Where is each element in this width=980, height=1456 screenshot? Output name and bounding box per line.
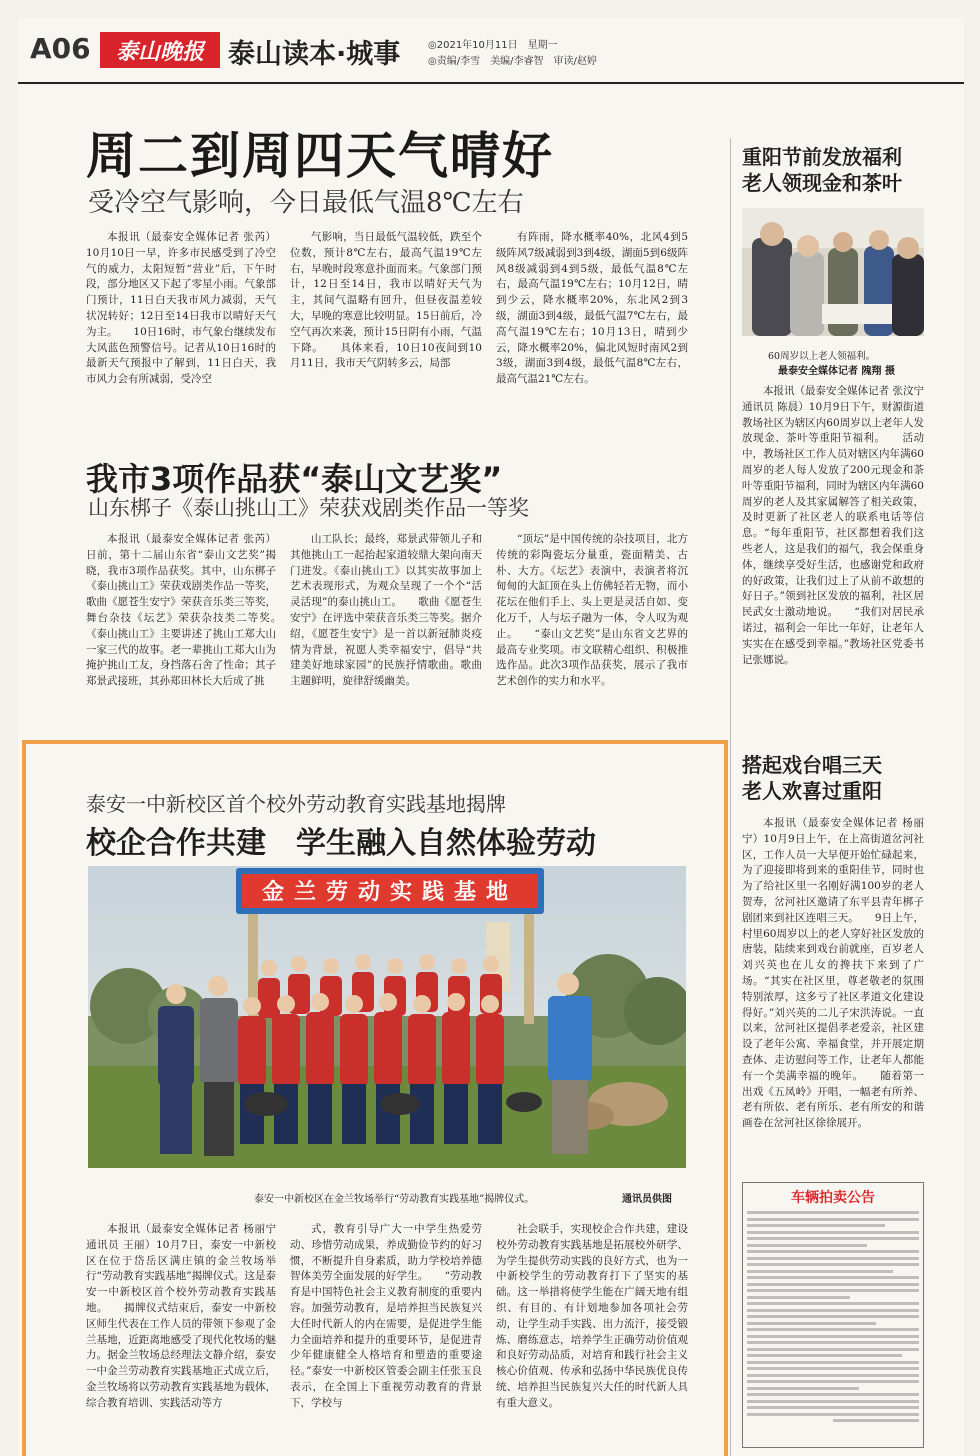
welfare-photo-illustration xyxy=(742,208,924,336)
labor-column-3: 社会联手，实现校企合作共建，建设校外劳动教育实践基地是拓展校外研学、为学生提供劳动实践的良好方式，也为一中新校学生的劳动教育打下了坚实的基础。这一举措将使学生能在广阔天地有组织、有目的、有计划地参加各项社会劳动，让学生动手实践、出力流汗，接受锻炼、磨练意志，培养学生正确劳动价值观和良好劳动品质，对培育和践行社会主义核心价值观、传承和弘扬中华民族优良传统、培养担当民族复兴大任的时代新人具有重大意义。 xyxy=(496,1223,688,1409)
auction-notice-title: 车辆拍卖公告 xyxy=(791,1190,875,1206)
sidebar2-title-line2: 老人欢喜过重阳 xyxy=(742,779,882,803)
sidebar1-credit: 最泰安全媒体记者 隗翔 摄 xyxy=(778,366,895,377)
award-column-2: 山工队长；最终，郑景武带领儿子和其他挑山工一起抬起家道较鼎大架向南天门进发。《泰山挑山工》以其实故事加上艺术表现形式，为观众呈现了一个个“活灵活现”的泰山挑山工。 歌曲《愿苍生安宁》在评选中荣获音乐类三等奖。据介绍，《愿苍生安宁》是一首以新冠肺炎疫情为背景，祝愿人类幸福安宁，倡导“共建美好地球家园”的民族抒情歌曲。歌曲主题鲜明，旋律舒缓幽美。 xyxy=(290,533,482,688)
masthead xyxy=(18,18,964,84)
labor-column-1: 本报讯（最泰安全媒体记者 杨丽宁 通讯员 王丽）10月7日，泰安一中新校区在位于岱岳区满庄镇的金兰牧场举行“劳动教育实践基地”揭牌仪式。这是泰安一中新校区首个校外劳动教育实践基地。 揭牌仪式结束后，泰安一中新校区师生代表在工作人员的带领下参观了金兰基地，近距离地感受了现代化牧场的魅力。据金兰牧场总经理法文静介绍，泰安一中金兰劳动教育实践基地正式成立后，金兰牧场将以劳动教育实践基地为载体，综合教育培训、实践活动等方 xyxy=(86,1223,276,1409)
weather-column-1: 本报讯（最泰安全媒体记者 张芮）10月10日一早，许多市民感受到了冷空气的威力，太阳短暂“营业”后，下午时段，部分地区又下起了零星小雨。气象部门预计，11日白天我市风力减弱，天气状况转好；12日至14日我市以晴好天气为主。 10日16时，市气象台继续发布大风蓝色预警信号。记者从10日16时的最新天气预报中了解到，11日白天，我市风力会有所减弱，受冷空 xyxy=(86,231,276,386)
auction-notice xyxy=(742,1182,924,1448)
auction-notice-fineprint xyxy=(747,1211,919,1422)
sidebar1-headline xyxy=(742,144,902,196)
newspaper-logo: 泰山晚报 xyxy=(100,32,220,68)
sidebar1-photo xyxy=(742,208,924,336)
award-subheadline: 山东梆子《泰山挑山工》荣获戏剧类作品一等奖 xyxy=(88,496,529,520)
sidebar1-body: 本报讯（最泰安全媒体记者 张汶宁 通讯员 陈晨）10月9日下午，财源街道教场社区为辖区内60周岁以上老年人发放现金、茶叶等重阳节福利。 活动中，教场社区工作人员对辖区内年满60周岁的老人每人发放了200元现金和茶叶等重阳节福利，同时为辖区内年满60周岁的老人及其家属解答了相关政策，及时更新了社区老人的联系电话等信息。“每年重阳节，社区都想着我们这些老人，这是我们的福气，我会保重身体，继续享受好生活，也感谢党和政府的好政策，让我们过上了从前不敢想的好日子。”领到社区发放的福利，社区居民武女士激动地说。 “我们对居民承诺过，福利会一年比一年好，让老年人实实在在感受到幸福。”教场社区党委书记张娜说。 xyxy=(742,385,924,666)
weather-column-2: 气影响，当日最低气温较低，跌至个位数，预计8℃左右，最高气温19℃左右，早晚时段寒意扑面而来。气象部门预计，12日至14日，我市以晴好天气为主，其间气温略有回升，但昼夜温差较大，早晚的寒意比较明显。15日前后，冷空气再次来袭，预计15日阴有小雨，气温下降。 具体来看，10日10夜间到10月11日，我市天气阴转多云，局部 xyxy=(290,231,482,370)
photo-caption: 泰安一中新校区在金兰牧场举行“劳动教育实践基地”揭牌仪式。 xyxy=(254,1194,535,1205)
award-column-3: “顶坛”是中国传统的杂技项目，北方传统的彩陶瓷坛分量重，瓷面精美、古朴、大方。《坛艺》表演中，表演者将沉甸甸的大缸顶在头上仿佛轻若无物，而小花坛在他们手上、头上更是灵活自如、变化万千，人与坛子融为一体，令人叹为观止。 “泰山文艺奖”是山东省文艺界的最高专业奖项。市文联精心组织、积极推选作品。此次3项作品获奖，展示了我市艺术创作的实力和水平。 xyxy=(496,533,688,688)
labor-column-2: 式，教育引导广大一中学生热爱劳动、珍惜劳动成果，养成勤俭节约的好习惯，不断提升自身素质，助力学校培养德智体美劳全面发展的好学生。 “劳动教育是中国特色社会主义教育制度的重要内容。加强劳动教育，是培养担当民族复兴大任时代新人的内在需要，是促进学生能力全面培养和提升的重要环节，是促进青少年健康健全人格培育和塑造的重要途径。”泰安一中新校区管委会副主任张玉良表示，在全国上下重视劳动教育的背景下，学校与 xyxy=(290,1223,482,1409)
page-number: A06 xyxy=(30,32,91,65)
weather-column-3: 有阵雨，降水概率40%，北风4到5级阵风7级减弱到3到4级，湖面5到6级阵风8级减弱到4到5级，最低气温8℃左右，最高气温19℃左右；10月12日，晴到少云，降水概率20%，东北风2到3级，湖面3到4级，最低气温7℃左右，最高气温19℃左右；10月13日，晴到少云，降水概率20%，偏北风短时南风2到3级，湖面3到4级，最低气温8℃左右，最高气温21℃左右。 xyxy=(496,231,688,386)
weather-headline: 周二到周四天气晴好 xyxy=(86,127,554,185)
sidebar2-title-line1: 搭起戏台唱三天 xyxy=(742,753,882,777)
sidebar2-headline xyxy=(742,752,882,804)
photo-credit: 通讯员供图 xyxy=(622,1194,672,1205)
base-sign-text: 金兰劳动实践基地 xyxy=(261,880,519,905)
section-title: 泰山读本·城事 xyxy=(228,39,401,70)
labor-kicker: 泰安一中新校区首个校外劳动教育实践基地揭牌 xyxy=(86,792,506,816)
award-column-1: 本报讯（最泰安全媒体记者 张芮）日前，第十二届山东省“泰山文艺奖”揭晓，我市3项作品获奖。其中，山东梆子《泰山挑山工》荣获戏剧类作品一等奖，歌曲《愿苍生安宁》荣获音乐类三等奖，舞台杂技《坛艺》荣获杂技类二等奖。 《泰山挑山工》主要讲述了挑山工郑大山一家三代的故事。老一辈挑山工郑大山为掩护挑山工友，身挡落石舍了性命；其子郑景武接班，其孙郑田林长大后成了挑 xyxy=(86,533,276,688)
labor-photo xyxy=(88,866,686,1168)
sidebar1-title-line2: 老人领现金和茶叶 xyxy=(742,171,902,195)
weather-subheadline: 受冷空气影响，今日最低气温8℃左右 xyxy=(88,188,524,218)
labor-headline: 校企合作共建 学生融入自然体验劳动 xyxy=(86,826,596,861)
column-divider xyxy=(730,138,731,1456)
staff-line: ◎责编/李雪 美编/李睿智 审读/赵婷 xyxy=(428,56,597,67)
sidebar1-title-line1: 重阳节前发放福利 xyxy=(742,145,902,169)
group-photo-illustration xyxy=(88,866,686,1168)
sidebar2-body: 本报讯（最泰安全媒体记者 杨丽宁）10月9日上午，在上高街道岔河社区，工作人员一大早便开始忙碌起来，为了迎接即将到来的重阳佳节，同时也为了给社区里一名刚好满100岁的老人贺寿，岔河社区邀请了东平县青年梆子剧团来到社区连唱三天。 9日上午，村里60周岁以上的老人穿好社区发放的唐装，陆续来到戏台前就座，百岁老人刘兴英也在儿女的搀扶下来到了广场。“其实在社区里，尊老敬老的氛围特别浓厚，这多亏了社区孝道文化建设得好。”刘兴英的二儿子宋洪涛说。一直以来，岔河社区提倡孝老爱亲，社区建设了老年公寓、幸福食堂，并开展定期查体、走访慰问等工作，让老年人都能有一个美满幸福的晚年。 随着第一出戏《五凤岭》开唱，一幅老有所养、老有所依、老有所乐、老有所安的和谐画卷在岔河社区徐徐展开。 xyxy=(742,817,924,1130)
date-line: ◎2021年10月11日 星期一 xyxy=(428,40,558,51)
award-headline: 我市3项作品获“泰山文艺奖” xyxy=(86,460,503,498)
newspaper-page xyxy=(18,18,964,1456)
sidebar1-caption: 60周岁以上老人领福利。 xyxy=(768,351,876,362)
